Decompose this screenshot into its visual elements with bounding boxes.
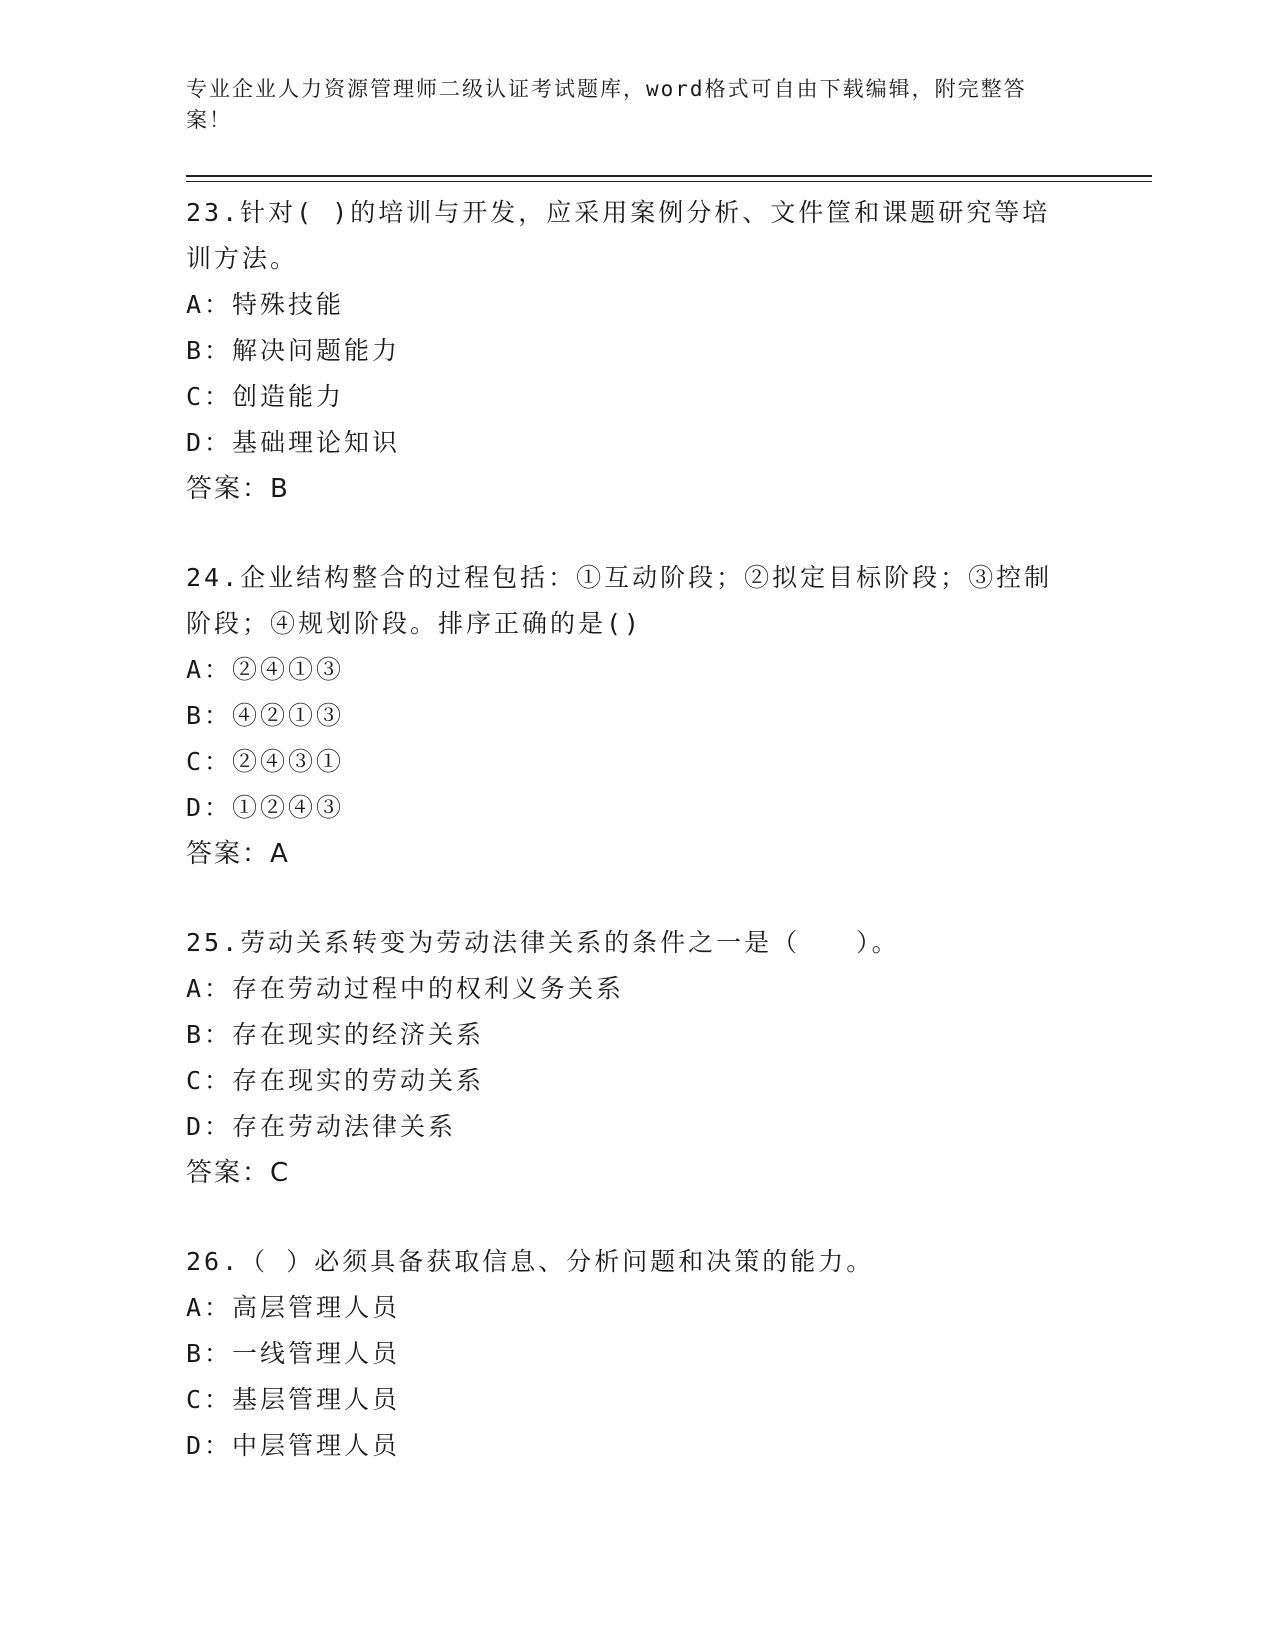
option-b: B：④②①③ (186, 701, 345, 730)
option-b: B：一线管理人员 (186, 1339, 401, 1368)
option-c: C：基层管理人员 (186, 1385, 401, 1414)
option-a: A：高层管理人员 (186, 1293, 401, 1322)
question-stem: 25.劳动关系转变为劳动法律关系的条件之一是（ ）。 (186, 928, 900, 957)
option-d: D：中层管理人员 (186, 1431, 401, 1460)
option-d: D：①②④③ (186, 793, 345, 822)
option-d: D：基础理论知识 (186, 428, 401, 457)
option-c: C：创造能力 (186, 382, 345, 411)
answer-line: 答案：A (186, 839, 290, 869)
answer-line: 答案：B (186, 474, 290, 504)
option-b: B：解决问题能力 (186, 336, 401, 365)
option-a: A：特殊技能 (186, 290, 345, 319)
option-b: B：存在现实的经济关系 (186, 1020, 485, 1049)
option-c: C：存在现实的劳动关系 (186, 1066, 485, 1095)
question-26 (186, 1239, 1086, 1469)
answer-line: 答案：C (186, 1158, 291, 1188)
option-c: C：②④③① (186, 747, 345, 776)
header-divider-thin (186, 181, 1152, 182)
question-25 (186, 920, 1086, 1196)
question-stem: 26.（ ）必须具备获取信息、分析问题和决策的能力。 (186, 1247, 875, 1276)
header-divider-thick (186, 175, 1152, 177)
option-a: A：存在劳动过程中的权利义务关系 (186, 974, 625, 1003)
option-a: A：②④①③ (186, 655, 345, 684)
question-list (186, 190, 1086, 1512)
question-stem: 24.企业结构整合的过程包括：①互动阶段；②拟定目标阶段；③控制阶段；④规划阶段。排序正确的是() (186, 563, 1053, 638)
document-header: 专业企业人力资源管理师二级认证考试题库，word格式可自由下载编辑，附完整答案！ (186, 77, 1027, 132)
question-24 (186, 555, 1086, 877)
question-stem: 23.针对( )的培训与开发，应采用案例分析、文件筐和课题研究等培训方法。 (186, 198, 1051, 273)
question-23 (186, 190, 1086, 512)
option-d: D：存在劳动法律关系 (186, 1112, 457, 1141)
